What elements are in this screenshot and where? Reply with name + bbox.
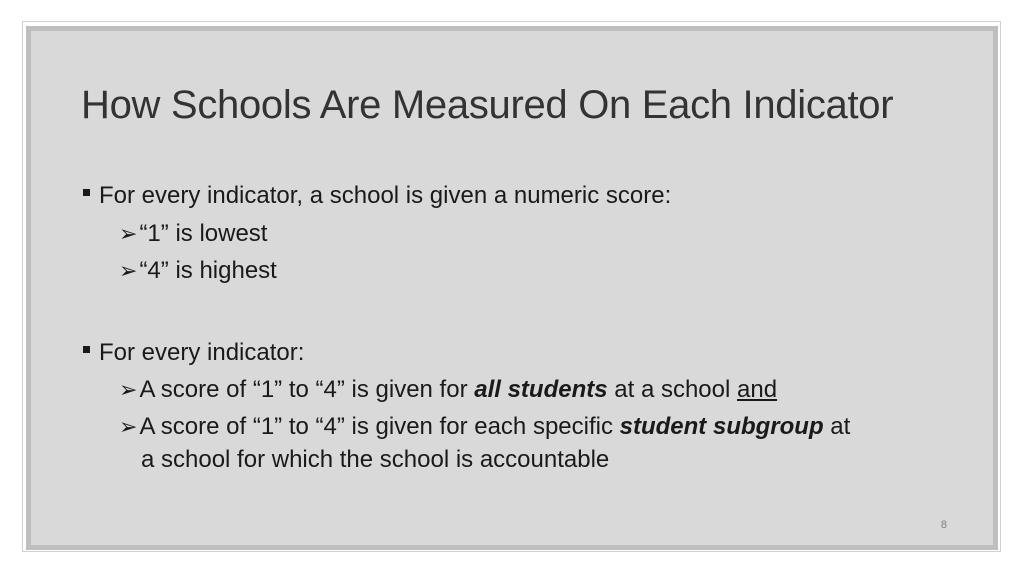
square-bullet-icon [83,189,90,196]
sub-bullet-3-mid: at a school [607,376,738,403]
arrow-bullet-icon: ➢ [119,221,138,246]
sub-bullet-4-continuation: a school for which the school is accountable [141,446,610,473]
bullet-1 [83,177,671,214]
arrow-bullet-icon: ➢ [119,258,138,283]
sub-bullet-1 [119,215,267,252]
square-bullet-icon [83,346,90,353]
bullet-1-text: For every indicator, a school is given a numeric score: [99,182,672,209]
bullet-2 [83,334,304,371]
sub-bullet-4-post: at [823,413,851,440]
sub-bullet-4-emphasis: student subgroup [619,413,824,440]
arrow-bullet-icon: ➢ [119,414,138,439]
sub-bullet-3-pre: A score of “1” to “4” is given for [139,376,475,403]
slide-title: How Schools Are Measured On Each Indicator [81,83,894,127]
arrow-bullet-icon: ➢ [119,377,138,402]
sub-bullet-3 [119,371,777,408]
sub-bullet-1-text: “1” is lowest [139,220,268,247]
sub-bullet-2-text: “4” is highest [139,257,277,284]
page-number: 8 [940,519,947,531]
bullet-2-text: For every indicator: [99,339,305,366]
sub-bullet-3-underline: and [737,376,778,403]
sub-bullet-4-pre: A score of “1” to “4” is given for each specific [139,413,620,440]
sub-bullet-4 [119,408,850,445]
sub-bullet-2 [119,252,277,289]
slide [26,26,998,550]
sub-bullet-3-emphasis: all students [474,376,608,403]
